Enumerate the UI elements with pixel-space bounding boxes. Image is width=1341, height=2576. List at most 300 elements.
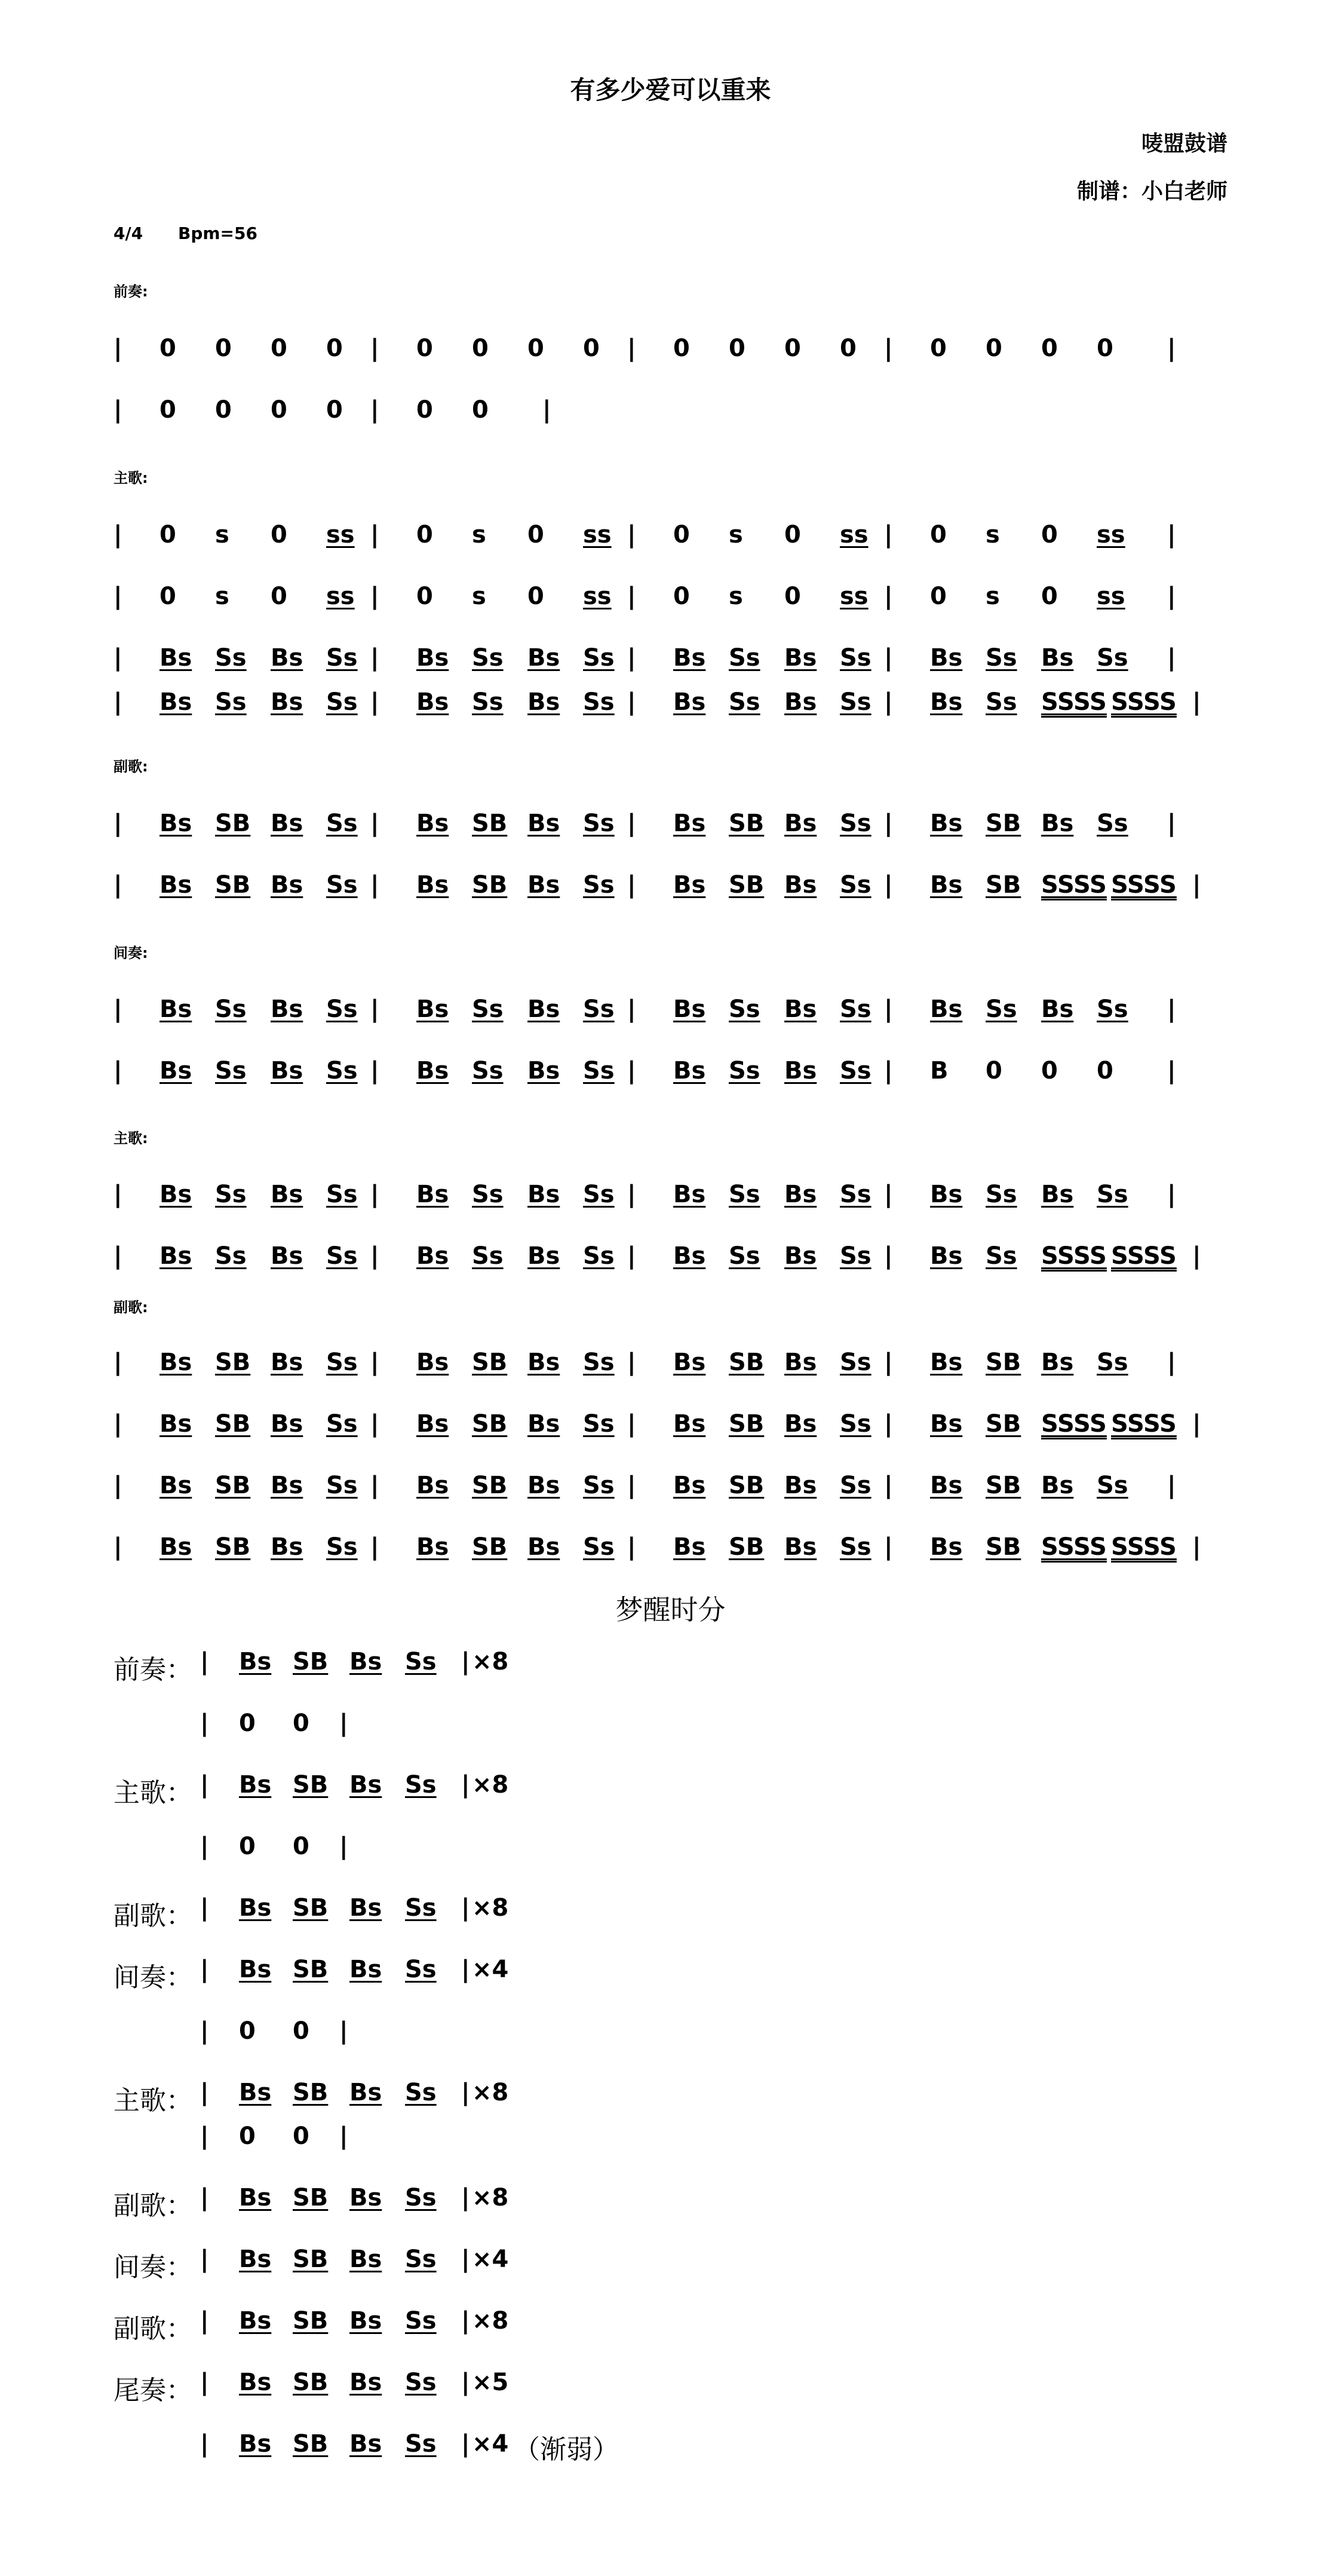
drum-note: Ss: [215, 1242, 247, 1270]
drum-note: Ss: [215, 1181, 247, 1208]
drum-note: Bs: [239, 1648, 272, 1676]
drum-note: Ss: [326, 1057, 358, 1085]
bar-line: |: [113, 521, 122, 549]
bar-line: |: [884, 1349, 893, 1376]
drum-note: Bs: [784, 1472, 817, 1499]
time-signature: 4/4: [113, 223, 143, 243]
bar-line-end: |: [542, 396, 551, 424]
drum-note: 0: [784, 583, 801, 610]
drum-note: 0: [271, 521, 287, 549]
drum-note: Bs: [527, 1533, 560, 1561]
drum-note: Bs: [349, 2184, 382, 2211]
repeat-count: ×4: [472, 1956, 509, 1983]
bar-line: |: [200, 1648, 209, 1676]
bar-line: |: [113, 1472, 122, 1499]
drum-note: Ss: [405, 2246, 437, 2273]
drum-note: Bs: [271, 688, 303, 716]
bar-line-end: |: [1192, 688, 1201, 716]
drum-note: SSSS: [1111, 1533, 1177, 1561]
drum-note: Bs: [349, 1956, 382, 1983]
drum-note: Bs: [271, 871, 303, 899]
drum-note: 0: [239, 2122, 256, 2150]
drum-note: Ss: [405, 2430, 437, 2458]
repeat-count: ×8: [472, 1894, 509, 1922]
drum-note: s: [215, 521, 229, 549]
drum-note: Bs: [527, 1472, 560, 1499]
bar-line: |: [627, 1181, 636, 1208]
drum-note: SB: [293, 1894, 329, 1922]
drum-note: Bs: [527, 1349, 560, 1376]
drum-note: SB: [986, 1410, 1021, 1438]
drum-note: Ss: [1097, 810, 1128, 837]
drum-note: 0: [1041, 521, 1058, 549]
bar-line: |: [200, 1956, 209, 1983]
drum-note: s: [215, 583, 229, 610]
drum-note: SSSS: [1041, 871, 1107, 899]
drum-note: Bs: [416, 1181, 449, 1208]
drum-note: Bs: [239, 1894, 272, 1922]
bar-line: |: [200, 1894, 209, 1922]
bar-line: |: [200, 2079, 209, 2106]
section-label: 主歌:: [113, 470, 148, 486]
drum-note: Ss: [326, 644, 358, 672]
drum-note: s: [729, 521, 743, 549]
drum-note: Bs: [1041, 810, 1074, 837]
drum-note: Bs: [784, 871, 817, 899]
bar-line: |: [200, 2017, 209, 2045]
drum-note: SB: [215, 871, 251, 899]
drum-note: ss: [1097, 521, 1125, 549]
drum-note: Bs: [930, 1533, 963, 1561]
drum-note: SSSS: [1041, 1410, 1107, 1438]
drum-note: Bs: [527, 810, 560, 837]
summary-label: 尾奏：: [113, 2375, 192, 2406]
drum-note: SSSS: [1041, 1533, 1107, 1561]
bar-line: |: [627, 583, 636, 610]
bar-line-end: |: [1167, 1472, 1176, 1499]
bar-line-end: |: [461, 2079, 470, 2106]
summary-label: 副歌：: [113, 1901, 192, 1931]
drum-note: Bs: [416, 1533, 449, 1561]
drum-note: Ss: [583, 996, 615, 1023]
bar-line: |: [627, 1057, 636, 1085]
drum-note: Ss: [1097, 1472, 1128, 1499]
drum-note: 0: [326, 396, 343, 424]
drum-note: B: [930, 1057, 949, 1085]
drum-note: 0: [293, 2017, 309, 2045]
drum-note: ss: [840, 521, 869, 549]
bar-line: |: [884, 521, 893, 549]
repeat-count: ×4: [472, 2246, 509, 2273]
drum-note: Ss: [840, 871, 872, 899]
summary-title: 梦醒时分: [615, 1594, 726, 1626]
drum-note: 0: [271, 396, 287, 424]
bar-line-end: |: [339, 1833, 348, 1860]
drum-note: Bs: [673, 871, 706, 899]
drum-note: SB: [293, 2307, 329, 2335]
drum-note: Bs: [673, 1410, 706, 1438]
drum-note: Bs: [1041, 1349, 1074, 1376]
drum-note: Bs: [784, 1533, 817, 1561]
drum-note: Bs: [673, 1533, 706, 1561]
bar-line: |: [370, 1533, 379, 1561]
drum-note: Ss: [326, 1410, 358, 1438]
drum-note: Bs: [1041, 644, 1074, 672]
drum-note: 0: [784, 335, 801, 362]
drum-note: SB: [293, 2369, 329, 2396]
bar-line-end: |: [461, 2369, 470, 2396]
drum-note: 0: [416, 335, 433, 362]
drum-note: Bs: [349, 2430, 382, 2458]
drum-note: s: [986, 521, 1000, 549]
bar-line-end: |: [339, 2017, 348, 2045]
bar-line-end: |: [461, 1894, 470, 1922]
bar-line: |: [370, 996, 379, 1023]
drum-note: SB: [986, 1472, 1021, 1499]
bar-line: |: [627, 1410, 636, 1438]
drum-note: SB: [986, 1349, 1021, 1376]
bar-line-end: |: [1167, 583, 1176, 610]
drum-note: Ss: [583, 1472, 615, 1499]
drum-note: Ss: [215, 688, 247, 716]
summary-label: 间奏：: [113, 1962, 192, 1993]
drum-note: Ss: [729, 688, 760, 716]
drum-note: Ss: [326, 1349, 358, 1376]
drum-note: Bs: [239, 1956, 272, 1983]
drum-note: 0: [1097, 1057, 1113, 1085]
bar-line: |: [113, 396, 122, 424]
drum-note: Bs: [271, 1533, 303, 1561]
drum-note: Bs: [416, 1410, 449, 1438]
bar-line: |: [113, 810, 122, 837]
drum-note: Ss: [1097, 1349, 1128, 1376]
drum-note: 0: [1041, 335, 1058, 362]
bar-line-end: |: [339, 2122, 348, 2150]
drum-note: Bs: [416, 1242, 449, 1270]
drum-note: 0: [986, 335, 1002, 362]
drum-note: Bs: [930, 810, 963, 837]
drum-note: Bs: [271, 1057, 303, 1085]
bar-line: |: [113, 688, 122, 716]
bar-line: |: [113, 996, 122, 1023]
drum-note: Ss: [583, 1181, 615, 1208]
drum-note: ss: [583, 521, 612, 549]
section-label: 主歌:: [113, 1130, 148, 1147]
bar-line: |: [370, 1410, 379, 1438]
drum-note: 0: [1041, 1057, 1058, 1085]
bar-line: |: [370, 583, 379, 610]
bar-line: |: [627, 996, 636, 1023]
drum-note: Bs: [784, 644, 817, 672]
drum-note: Ss: [326, 1533, 358, 1561]
drum-note: ss: [583, 583, 612, 610]
bar-line: |: [884, 996, 893, 1023]
repeat-count: ×8: [472, 2184, 509, 2211]
section-label: 间奏:: [113, 945, 148, 961]
section-label: 副歌:: [113, 1299, 148, 1316]
drum-note: Bs: [673, 644, 706, 672]
drum-note: Bs: [527, 871, 560, 899]
drum-note: 0: [1097, 335, 1113, 362]
drum-note: Bs: [159, 1410, 192, 1438]
summary-label: 间奏：: [113, 2252, 192, 2283]
drum-note: Ss: [1097, 644, 1128, 672]
drum-note: 0: [326, 335, 343, 362]
drum-note: SSSS: [1111, 871, 1177, 899]
drum-note: SB: [472, 1410, 508, 1438]
drum-note: Ss: [840, 1472, 872, 1499]
bar-line-end: |: [1167, 996, 1176, 1023]
drum-note: 0: [840, 335, 857, 362]
drum-note: Ss: [405, 1771, 437, 1799]
drum-note: Bs: [159, 1533, 192, 1561]
drum-note: Ss: [583, 810, 615, 837]
publisher: 唛盟鼓谱: [1141, 131, 1228, 156]
drum-note: SB: [215, 1472, 251, 1499]
drum-note: Bs: [1041, 1181, 1074, 1208]
drum-note: Bs: [239, 1771, 272, 1799]
bar-line: |: [627, 521, 636, 549]
drum-note: SB: [293, 2079, 329, 2106]
drum-note: Bs: [527, 1181, 560, 1208]
drum-note: Bs: [784, 810, 817, 837]
bar-line: |: [627, 871, 636, 899]
drum-note: Ss: [326, 996, 358, 1023]
bar-line: |: [370, 1242, 379, 1270]
bar-line-end: |: [461, 2430, 470, 2458]
bar-line: |: [113, 1533, 122, 1561]
drum-note: Ss: [405, 1894, 437, 1922]
bar-line: |: [113, 335, 122, 362]
drum-note: SB: [729, 1410, 765, 1438]
drum-note: Ss: [326, 810, 358, 837]
drum-note: SB: [215, 810, 251, 837]
tempo: Bpm=56: [178, 223, 257, 243]
drum-note: 0: [159, 583, 176, 610]
drum-note: SB: [293, 2430, 329, 2458]
drum-note: SB: [293, 1771, 329, 1799]
drum-note: Bs: [349, 2079, 382, 2106]
drum-note: Bs: [271, 1349, 303, 1376]
drum-note: SB: [293, 2246, 329, 2273]
drum-note: Ss: [215, 996, 247, 1023]
summary-label: 副歌：: [113, 2191, 192, 2221]
drum-note: 0: [239, 2017, 256, 2045]
bar-line: |: [627, 1533, 636, 1561]
drum-note: Bs: [673, 1057, 706, 1085]
drum-note: Bs: [673, 1242, 706, 1270]
drum-note: Ss: [986, 996, 1017, 1023]
drum-note: Bs: [349, 2307, 382, 2335]
drum-note: Ss: [583, 644, 615, 672]
drum-note: Ss: [840, 1242, 872, 1270]
drum-note: Ss: [729, 996, 760, 1023]
drum-note: Bs: [159, 1242, 192, 1270]
bar-line: |: [884, 810, 893, 837]
drum-note: SB: [472, 810, 508, 837]
bar-line: |: [370, 396, 379, 424]
drum-note: 0: [159, 396, 176, 424]
drum-note: Bs: [930, 688, 963, 716]
drum-note: Bs: [159, 810, 192, 837]
bar-line: |: [627, 644, 636, 672]
drum-note: Ss: [326, 1472, 358, 1499]
drum-note: Bs: [527, 688, 560, 716]
bar-line-end: |: [1167, 335, 1176, 362]
bar-line: |: [370, 688, 379, 716]
drum-note: SSSS: [1111, 688, 1177, 716]
drum-note: SB: [729, 810, 765, 837]
bar-line: |: [884, 1410, 893, 1438]
drum-note: Bs: [930, 644, 963, 672]
drum-note: Ss: [840, 1410, 872, 1438]
drum-note: SB: [472, 1349, 508, 1376]
drum-note: Bs: [349, 1771, 382, 1799]
arranger: 制谱：小白老师: [1076, 179, 1228, 204]
drum-note: 0: [784, 521, 801, 549]
drum-note: 0: [271, 335, 287, 362]
drum-note: SB: [293, 1648, 329, 1676]
bar-line-end: |: [1167, 1181, 1176, 1208]
bar-line: |: [113, 1242, 122, 1270]
bar-line: |: [627, 810, 636, 837]
drum-note: Ss: [472, 1181, 504, 1208]
drum-note: 0: [527, 521, 544, 549]
drum-note: 0: [583, 335, 600, 362]
bar-line-end: |: [1192, 1410, 1201, 1438]
drum-note: Ss: [729, 1057, 760, 1085]
drum-note: Bs: [784, 1410, 817, 1438]
drum-note: Ss: [215, 1057, 247, 1085]
repeat-count: ×8: [472, 2307, 509, 2335]
section-label: 前奏:: [113, 283, 148, 300]
drum-note: Ss: [986, 688, 1017, 716]
drum-note: Bs: [527, 644, 560, 672]
drum-note: Ss: [729, 644, 760, 672]
bar-line-end: |: [1192, 1242, 1201, 1270]
bar-line: |: [113, 871, 122, 899]
bar-line: |: [370, 644, 379, 672]
bar-line: |: [200, 1710, 209, 1737]
drum-note: 0: [416, 583, 433, 610]
drum-note: Bs: [416, 644, 449, 672]
drum-note: Bs: [527, 1410, 560, 1438]
drum-note: 0: [416, 396, 433, 424]
drum-note: SB: [293, 2184, 329, 2211]
drum-note: Ss: [405, 1648, 437, 1676]
drum-note: SB: [729, 871, 765, 899]
drum-note: Bs: [416, 810, 449, 837]
bar-line: |: [884, 1533, 893, 1561]
drum-note: 0: [673, 335, 690, 362]
drum-note: Bs: [159, 1181, 192, 1208]
drum-note: SB: [986, 810, 1021, 837]
drum-note: Ss: [840, 1057, 872, 1085]
repeat-count: ×8: [472, 1771, 509, 1799]
bar-line: |: [113, 1181, 122, 1208]
drum-note: Bs: [673, 688, 706, 716]
bar-line: |: [113, 1349, 122, 1376]
drum-note: Bs: [673, 1472, 706, 1499]
drum-note: Ss: [326, 1242, 358, 1270]
drum-note: Bs: [416, 1057, 449, 1085]
drum-note: 0: [930, 583, 947, 610]
bar-line: |: [370, 871, 379, 899]
drum-note: SSSS: [1111, 1242, 1177, 1270]
drum-note: Ss: [840, 688, 872, 716]
section-label: 副歌:: [113, 758, 148, 775]
bar-line: |: [627, 1242, 636, 1270]
bar-line-end: |: [339, 1710, 348, 1737]
drum-note: Bs: [930, 1472, 963, 1499]
bar-line: |: [884, 583, 893, 610]
drum-note: Ss: [1097, 996, 1128, 1023]
drum-note: 0: [293, 2122, 309, 2150]
drum-note: Bs: [930, 1349, 963, 1376]
drum-note: Ss: [472, 996, 504, 1023]
drum-note: Bs: [784, 1057, 817, 1085]
drum-note: Bs: [271, 1181, 303, 1208]
drum-note: ss: [840, 583, 869, 610]
drum-note: Bs: [159, 1349, 192, 1376]
drum-note: Ss: [840, 810, 872, 837]
drum-note: Bs: [930, 1410, 963, 1438]
bar-line: |: [884, 1181, 893, 1208]
bar-line-end: |: [1167, 810, 1176, 837]
bar-line: |: [370, 335, 379, 362]
drum-note: ss: [326, 521, 355, 549]
drum-note: SB: [215, 1410, 251, 1438]
drum-note: Bs: [416, 871, 449, 899]
drum-note: SSSS: [1041, 1242, 1107, 1270]
drum-note: Bs: [1041, 1472, 1074, 1499]
bar-line: |: [113, 644, 122, 672]
drum-note: 0: [1041, 583, 1058, 610]
drum-note: ss: [326, 583, 355, 610]
bar-line: |: [370, 1349, 379, 1376]
drum-note: Bs: [930, 1242, 963, 1270]
drum-note: 0: [293, 1710, 309, 1737]
bar-line: |: [884, 1242, 893, 1270]
drum-note: Ss: [583, 1242, 615, 1270]
bar-line: |: [113, 583, 122, 610]
bar-line: |: [884, 1472, 893, 1499]
drum-note: Ss: [326, 1181, 358, 1208]
bar-line-end: |: [1192, 1533, 1201, 1561]
drum-note: Ss: [583, 1533, 615, 1561]
bar-line: |: [200, 1833, 209, 1860]
drum-note: Bs: [349, 1894, 382, 1922]
drum-note: ss: [1097, 583, 1125, 610]
drum-note: SB: [986, 1533, 1021, 1561]
drum-note: 0: [416, 521, 433, 549]
bar-line-end: |: [461, 1956, 470, 1983]
drum-note: Ss: [583, 1349, 615, 1376]
bar-line: |: [884, 335, 893, 362]
bar-line-end: |: [1167, 1349, 1176, 1376]
drum-note: Bs: [239, 2079, 272, 2106]
drum-note: Bs: [239, 2184, 272, 2211]
drum-note: 0: [239, 1833, 256, 1860]
bar-line: |: [884, 644, 893, 672]
bar-line: |: [370, 1181, 379, 1208]
drum-note: 0: [293, 1833, 309, 1860]
drum-note: 0: [215, 396, 232, 424]
drum-note: 0: [930, 521, 947, 549]
drum-note: SB: [729, 1349, 765, 1376]
drum-note: s: [472, 583, 486, 610]
drum-note: 0: [930, 335, 947, 362]
